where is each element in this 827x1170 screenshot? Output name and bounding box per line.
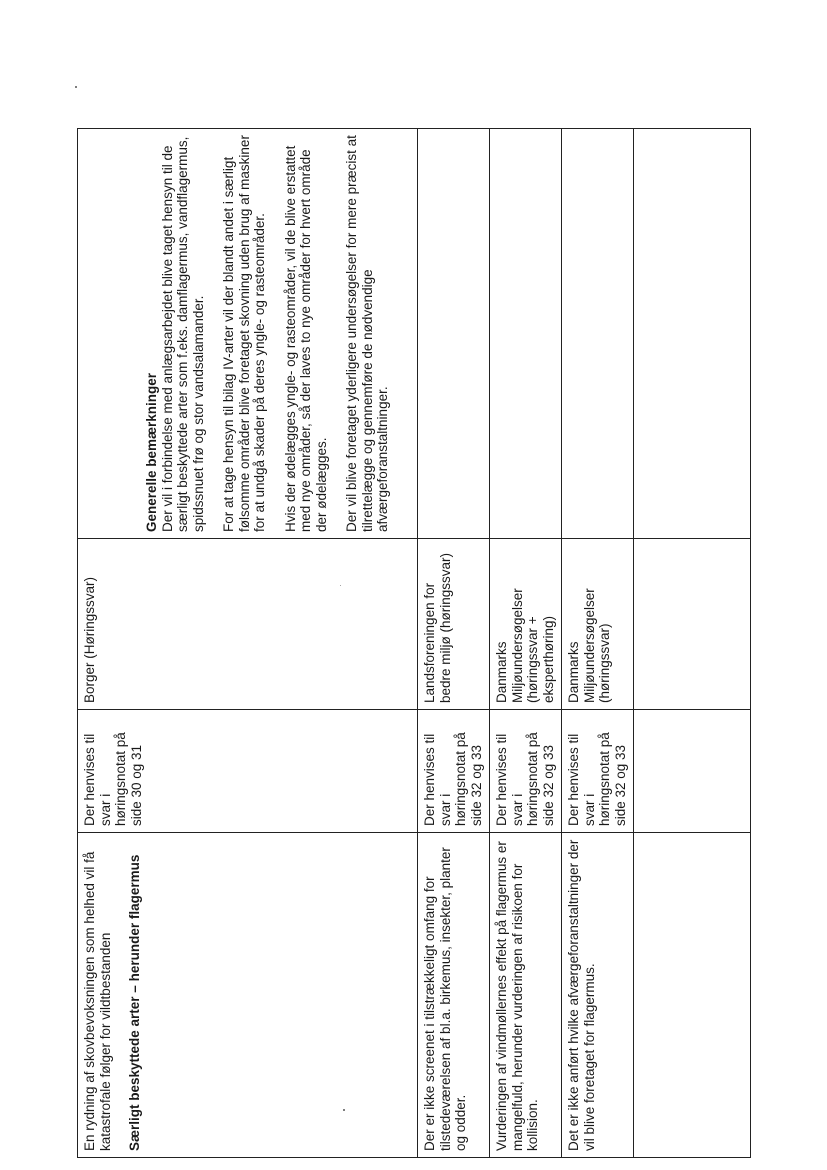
sender-text: Danmarks Miljøundersøgelser (høringssvar) — [566, 588, 612, 703]
rotated-table-frame — [77, 128, 751, 1158]
response-paragraph: Der vil blive foretaget yderligere undersøgelser for mere præcist at tilrettelægge og gennemføre de nødvendige afværgeforanstaltninger. — [344, 135, 390, 532]
sender-cell — [418, 539, 490, 710]
sender-cell — [562, 539, 634, 710]
scan-speck — [340, 585, 341, 586]
reference-cell — [78, 710, 418, 833]
sender-cell — [78, 539, 418, 710]
issue-cell — [490, 833, 562, 1158]
rotated-page-content — [77, 128, 751, 1158]
response-cell — [78, 129, 418, 539]
table-row — [562, 129, 634, 1158]
issue-text: Der er ikke screenet i tilstrækkeligt omfang for tilstedeværelsen af bl.a. birkemus, insekter, planter og odder. — [422, 847, 468, 1151]
reference-cell — [418, 710, 490, 833]
issue-heading: Særligt beskyttede arter – herunder flagermus — [127, 854, 142, 1151]
sender-cell — [490, 539, 562, 710]
response-cell — [490, 129, 562, 539]
response-cell — [634, 129, 751, 539]
sender-text: Danmarks Miljøundersøgelser (høringssvar + eksperthøring) — [494, 588, 556, 703]
response-paragraph: For at tage hensyn til bilag IV-arter vil der blandt andet i særligt følsomme områder blive foretaget skovning uden brug af maskiner for at undgå skader på deres yngle- og rasteområder. — [221, 135, 267, 532]
issue-cell — [418, 833, 490, 1158]
issue-cell — [78, 833, 418, 1158]
response-paragraph: Der vil i forbindelse med anlægsarbejdet blive taget hensyn til de særligt beskyttede arter som f.eks. damflagermus, vandflagermus, spidssnuet frø og stor vandsalamander. — [159, 136, 206, 532]
reference-cell — [562, 710, 634, 833]
issue-text: En rydning af skovbevoksningen som helhed vil få katastrofale følger for vildtbestanden — [82, 851, 113, 1151]
issue-cell — [634, 833, 751, 1158]
table-row — [634, 129, 751, 1158]
table-row — [490, 129, 562, 1158]
table-row — [78, 129, 418, 1158]
scan-speck — [75, 86, 77, 88]
response-paragraph: Hvis der ødelægges yngle- og rasteområder, vil de blive erstattet med nye områder, så der laves to nye områder for hvert område der ødelægges. — [282, 145, 329, 532]
reference-text: Der henvises til svar i høringsnotat på side 32 og 33 — [494, 732, 556, 826]
table-row — [418, 129, 490, 1158]
response-cell — [562, 129, 634, 539]
reference-cell — [490, 710, 562, 833]
scan-speck — [343, 1109, 345, 1111]
reference-cell — [634, 710, 751, 833]
response-cell — [418, 129, 490, 539]
issue-cell — [562, 833, 634, 1158]
reference-text: Der henvises til svar i høringsnotat på side 32 og 33 — [422, 732, 484, 826]
reference-text: Der henvises til svar i høringsnotat på side 32 og 33 — [566, 732, 628, 826]
issue-text: Vurderingen af vindmøllernes effekt på flagermus er mangelfuld, herunder vurderingen af risikoen for kollision. — [494, 841, 540, 1151]
issue-text: Det er ikke anført hvilke afværgeforanstaltninger der vil blive foretaget for flagermus. — [566, 839, 597, 1151]
reference-text: Der henvises til svar i høringsnotat på side 30 og 31 — [82, 732, 144, 826]
sender-cell — [634, 539, 751, 710]
response-heading: Generelle bemærkninger — [144, 372, 159, 532]
consultation-table — [77, 128, 751, 1158]
sender-text: Landsforeningen for bedre miljø (høringssvar) — [422, 552, 453, 703]
sender-text: Borger (Høringssvar) — [82, 576, 97, 703]
